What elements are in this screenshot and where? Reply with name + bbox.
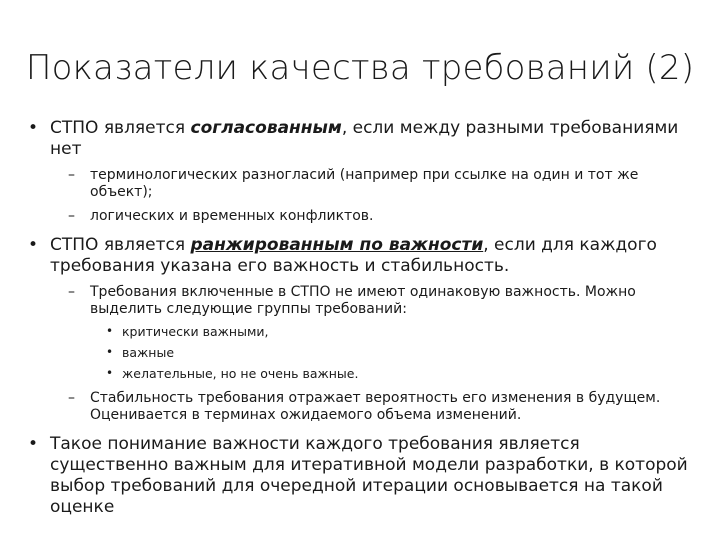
bullet-text: Такое понимание важности каждого требования является существенно важным для итеративной модели разработки, в которой выбор требований для очередной итерации основывается на такой оценке (50, 434, 688, 517)
sub-bullet-text: терминологических разногласий (например при ссылке на один и тот же объект); (90, 167, 639, 200)
bullet-text-post: , если для каждого требования указана его важность и стабильность. (50, 235, 657, 276)
bullet-icon: • (28, 235, 39, 255)
group-item (106, 322, 698, 341)
bullet-item-consistent (28, 118, 698, 160)
sub-bullet-text: Стабильность требования отражает вероятность его изменения в будущем. Оценивается в терминах ожидаемого объема изменений. (90, 390, 661, 423)
group-item (106, 364, 698, 383)
group-item-text: важные (122, 345, 175, 360)
slide-content (28, 118, 698, 524)
slide-title: Показатели качества требований (2) (25, 48, 695, 88)
bullet-item-importance (28, 434, 698, 518)
group-item-text: критически важными, (122, 324, 269, 339)
sub-bullet-item (68, 208, 698, 225)
dash-icon: – (68, 208, 75, 224)
sub-bullet-item (68, 390, 698, 424)
bullet-icon: • (28, 434, 39, 454)
small-bullet-icon: • (106, 345, 114, 359)
emphasis-term: ранжированным по важности (190, 235, 484, 255)
bullet-icon: • (28, 118, 39, 138)
bullet-text-pre: СТПО является (50, 235, 191, 255)
group-item-text: желательные, но не очень важные. (122, 366, 359, 381)
sub-bullet-item (68, 284, 698, 318)
small-bullet-icon: • (106, 366, 114, 380)
small-bullet-icon: • (106, 324, 114, 338)
group-item (106, 343, 698, 362)
sub-bullet-item (68, 167, 698, 201)
emphasis-term: согласованным (190, 118, 342, 138)
sub-bullet-text: логических и временных конфликтов. (90, 208, 374, 224)
bullet-text-post: , если между разными требованиями нет (50, 118, 679, 159)
bullet-text-pre: СТПО является (50, 118, 191, 138)
dash-icon: – (68, 284, 75, 300)
dash-icon: – (68, 390, 75, 406)
dash-icon: – (68, 167, 75, 183)
sub-bullet-text: Требования включенные в СТПО не имеют одинаковую важность. Можно выделить следующие группы требований: (90, 284, 636, 317)
bullet-item-ranked (28, 235, 698, 277)
